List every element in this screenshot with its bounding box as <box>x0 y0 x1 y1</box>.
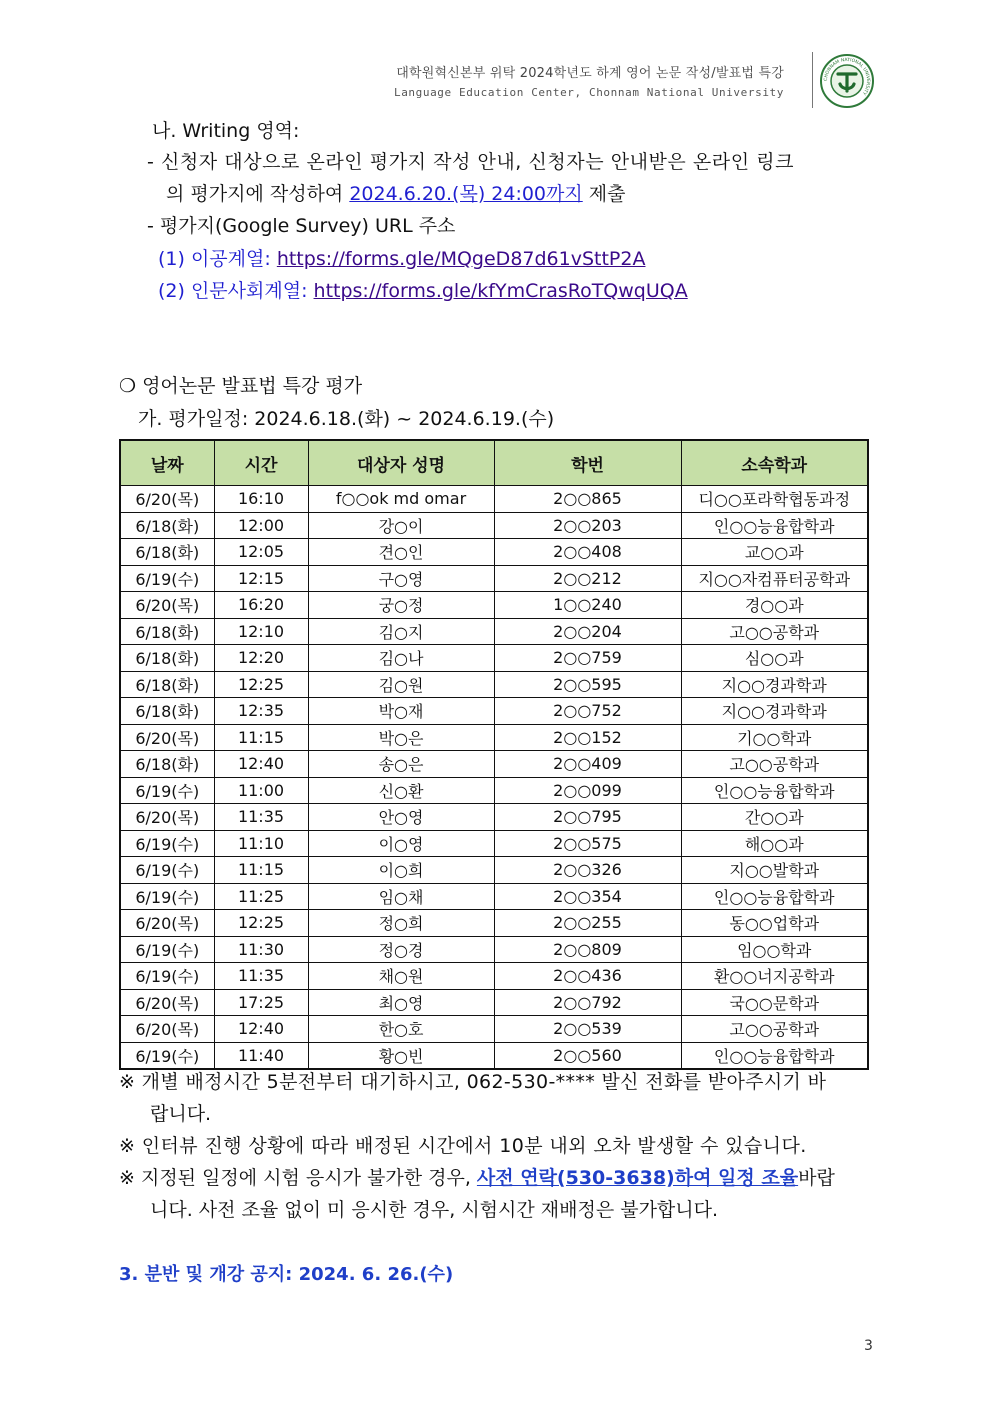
url-heading: - 평가지(Google Survey) URL 주소 <box>147 215 456 237</box>
link1-label: (1) 이공계열: <box>158 248 277 270</box>
table-row <box>120 671 868 698</box>
header-divider <box>812 52 813 108</box>
table-body <box>120 486 868 1070</box>
cell-name: 송○은 <box>308 751 494 778</box>
cell-date: 6/19(수) <box>120 830 214 857</box>
cell-name: 임○채 <box>308 883 494 910</box>
cell-date: 6/19(수) <box>120 936 214 963</box>
cell-department: 인○○능융합학과 <box>681 1042 868 1069</box>
cell-department: 동○○업학과 <box>681 910 868 937</box>
cell-date: 6/20(목) <box>120 989 214 1016</box>
cell-time: 11:35 <box>214 963 308 990</box>
cell-date: 6/20(목) <box>120 804 214 831</box>
cell-time: 11:00 <box>214 777 308 804</box>
table-row <box>120 857 868 884</box>
table-row <box>120 883 868 910</box>
writing-line2 <box>166 179 625 206</box>
cell-date: 6/20(목) <box>120 724 214 751</box>
table-row <box>120 751 868 778</box>
cell-date: 6/18(화) <box>120 645 214 672</box>
link2-label: (2) 인문사회계열: <box>158 280 314 302</box>
cell-time: 12:20 <box>214 645 308 672</box>
cell-department: 지○○자컴퓨터공학과 <box>681 565 868 592</box>
cell-student-id: 2○○865 <box>494 486 681 513</box>
cell-name: 정○경 <box>308 936 494 963</box>
deadline-text: 2024.6.20.(목) 24:00까지 <box>349 183 583 205</box>
cell-date: 6/19(수) <box>120 857 214 884</box>
table-row <box>120 963 868 990</box>
cell-student-id: 2○○204 <box>494 618 681 645</box>
cell-time: 11:35 <box>214 804 308 831</box>
cell-time: 12:35 <box>214 698 308 725</box>
cell-name: 신○환 <box>308 777 494 804</box>
cell-student-id: 2○○354 <box>494 883 681 910</box>
cell-name: 이○희 <box>308 857 494 884</box>
section-3-heading: 3. 분반 및 개강 공지: 2024. 6. 26.(수) <box>119 1264 454 1285</box>
note-2: ※ 인터뷰 진행 상황에 따라 배정된 시간에서 10분 내외 오차 발생할 수 있습니다. <box>119 1135 807 1157</box>
cell-name: 최○영 <box>308 989 494 1016</box>
cell-department: 교○○과 <box>681 539 868 566</box>
note-1-line-1: ※ 개별 배정시간 5분전부터 대기하시고, 062-530-**** 발신 전화를 받아주시기 바 <box>119 1071 827 1093</box>
cell-student-id: 2○○792 <box>494 989 681 1016</box>
schedule-table <box>119 439 869 1070</box>
presentation-schedule: 가. 평가일정: 2024.6.18.(화) ~ 2024.6.19.(수) <box>138 408 555 430</box>
cell-name: 구○영 <box>308 565 494 592</box>
table-row <box>120 512 868 539</box>
header-title: 대학원혁신본부 위탁 2024학년도 하계 영어 논문 작성/발표법 특강 <box>396 66 784 81</box>
cell-department: 지○○발학과 <box>681 857 868 884</box>
cell-student-id: 2○○539 <box>494 1016 681 1043</box>
cell-time: 12:10 <box>214 618 308 645</box>
table-row <box>120 565 868 592</box>
cell-time: 12:40 <box>214 751 308 778</box>
cell-time: 11:15 <box>214 857 308 884</box>
table-row <box>120 1016 868 1043</box>
table-row <box>120 724 868 751</box>
cell-student-id: 2○○560 <box>494 1042 681 1069</box>
cell-student-id: 2○○595 <box>494 671 681 698</box>
table-header-row <box>120 440 868 486</box>
cell-date: 6/20(목) <box>120 486 214 513</box>
cell-student-id: 1○○240 <box>494 592 681 619</box>
cell-student-id: 2○○408 <box>494 539 681 566</box>
cell-department: 임○○학과 <box>681 936 868 963</box>
cell-name: 황○빈 <box>308 1042 494 1069</box>
link2-url[interactable]: https://forms.gle/kfYmCrasRoTQwqUQA <box>313 280 688 302</box>
cell-time: 11:25 <box>214 883 308 910</box>
col-id-header: 학번 <box>494 440 681 486</box>
cell-name: 이○영 <box>308 830 494 857</box>
col-dept-header: 소속학과 <box>681 440 868 486</box>
cell-time: 12:40 <box>214 1016 308 1043</box>
cell-date: 6/19(수) <box>120 963 214 990</box>
cell-date: 6/19(수) <box>120 565 214 592</box>
cell-student-id: 2○○255 <box>494 910 681 937</box>
cell-name: 채○원 <box>308 963 494 990</box>
cell-department: 고○○공학과 <box>681 1016 868 1043</box>
cell-student-id: 2○○203 <box>494 512 681 539</box>
cell-time: 16:20 <box>214 592 308 619</box>
cell-department: 경○○과 <box>681 592 868 619</box>
note-1-line-2: 랍니다. <box>150 1103 212 1125</box>
writing-heading: 나. Writing 영역: <box>152 120 300 142</box>
table-row <box>120 618 868 645</box>
cell-date: 6/18(화) <box>120 671 214 698</box>
cell-date: 6/18(화) <box>120 698 214 725</box>
cell-time: 16:10 <box>214 486 308 513</box>
logo-ring-text: CHONNAM NATIONAL UNIVERSITY <box>823 57 871 96</box>
cell-time: 11:15 <box>214 724 308 751</box>
cell-student-id: 2○○795 <box>494 804 681 831</box>
cell-student-id: 2○○152 <box>494 724 681 751</box>
header-subtitle: Language Education Center, Chonnam National University <box>393 86 784 99</box>
cell-department: 지○○경과학과 <box>681 698 868 725</box>
writing-line1: - 신청자 대상으로 온라인 평가지 작성 안내, 신청자는 안내받은 온라인 링크 <box>147 151 795 173</box>
link-row-2 <box>158 276 688 303</box>
cell-department: 인○○능융합학과 <box>681 512 868 539</box>
cell-department: 인○○능융합학과 <box>681 777 868 804</box>
table-row <box>120 830 868 857</box>
cell-time: 12:00 <box>214 512 308 539</box>
col-date-header: 날짜 <box>120 440 214 486</box>
cell-time: 17:25 <box>214 989 308 1016</box>
table-row <box>120 698 868 725</box>
cell-department: 간○○과 <box>681 804 868 831</box>
cell-name: 박○은 <box>308 724 494 751</box>
presentation-heading: ❍ 영어논문 발표법 특강 평가 <box>119 375 363 397</box>
cell-name: 정○희 <box>308 910 494 937</box>
table-row <box>120 645 868 672</box>
cell-time: 11:30 <box>214 936 308 963</box>
cell-date: 6/20(목) <box>120 910 214 937</box>
col-time-header: 시간 <box>214 440 308 486</box>
cell-department: 인○○능융합학과 <box>681 883 868 910</box>
cell-department: 디○○포라학협동과정 <box>681 486 868 513</box>
cell-student-id: 2○○436 <box>494 963 681 990</box>
cell-department: 심○○과 <box>681 645 868 672</box>
cell-department: 기○○학과 <box>681 724 868 751</box>
note-3-line-1 <box>119 1163 835 1190</box>
cell-time: 11:10 <box>214 830 308 857</box>
cell-department: 고○○공학과 <box>681 751 868 778</box>
cell-name: 안○영 <box>308 804 494 831</box>
cell-name: 박○재 <box>308 698 494 725</box>
table-row <box>120 539 868 566</box>
table-row <box>120 910 868 937</box>
cell-date: 6/20(목) <box>120 1016 214 1043</box>
cell-department: 고○○공학과 <box>681 618 868 645</box>
cell-name: 김○나 <box>308 645 494 672</box>
page-number: 3 <box>864 1338 873 1354</box>
table-row <box>120 1042 868 1069</box>
cell-name: 김○원 <box>308 671 494 698</box>
university-logo <box>820 54 874 108</box>
cell-department: 국○○문학과 <box>681 989 868 1016</box>
cell-time: 12:15 <box>214 565 308 592</box>
cell-date: 6/19(수) <box>120 883 214 910</box>
cell-name: 한○호 <box>308 1016 494 1043</box>
cell-name: 강○이 <box>308 512 494 539</box>
cell-name: 견○인 <box>308 539 494 566</box>
table-row <box>120 804 868 831</box>
cell-department: 환○○너지공학과 <box>681 963 868 990</box>
table-row <box>120 592 868 619</box>
link-row-1 <box>158 244 645 271</box>
cell-name: 김○지 <box>308 618 494 645</box>
cell-time: 12:25 <box>214 671 308 698</box>
note-3-suffix: 바랍 <box>798 1167 835 1189</box>
table-row <box>120 989 868 1016</box>
note-3-prefix: ※ 지정된 일정에 시험 응시가 불가한 경우, <box>119 1167 477 1189</box>
link1-url[interactable]: https://forms.gle/MQgeD87d61vSttP2A <box>276 248 646 270</box>
cell-student-id: 2○○099 <box>494 777 681 804</box>
cell-name: 궁○정 <box>308 592 494 619</box>
cell-student-id: 2○○809 <box>494 936 681 963</box>
cell-date: 6/18(화) <box>120 618 214 645</box>
cell-time: 12:05 <box>214 539 308 566</box>
col-name-header: 대상자 성명 <box>308 440 494 486</box>
cell-date: 6/20(목) <box>120 592 214 619</box>
cell-department: 해○○과 <box>681 830 868 857</box>
note-3-line-2: 니다. 사전 조율 없이 미 응시한 경우, 시험시간 재배정은 불가합니다. <box>150 1199 719 1221</box>
cell-date: 6/19(수) <box>120 1042 214 1069</box>
table-row <box>120 936 868 963</box>
cell-department: 지○○경과학과 <box>681 671 868 698</box>
cell-date: 6/18(화) <box>120 751 214 778</box>
table-row <box>120 777 868 804</box>
cell-student-id: 2○○759 <box>494 645 681 672</box>
cell-student-id: 2○○409 <box>494 751 681 778</box>
cell-date: 6/18(화) <box>120 539 214 566</box>
writing-line2-suffix: 제출 <box>582 183 626 205</box>
cell-date: 6/19(수) <box>120 777 214 804</box>
cell-student-id: 2○○212 <box>494 565 681 592</box>
cell-name: f○○ok md omar <box>308 486 494 513</box>
cell-date: 6/18(화) <box>120 512 214 539</box>
cell-time: 11:40 <box>214 1042 308 1069</box>
writing-line2-prefix: 의 평가지에 작성하여 <box>166 183 350 205</box>
cell-student-id: 2○○752 <box>494 698 681 725</box>
cell-student-id: 2○○575 <box>494 830 681 857</box>
cell-time: 12:25 <box>214 910 308 937</box>
cell-student-id: 2○○326 <box>494 857 681 884</box>
note-3-highlight: 사전 연락(530-3638)하여 일정 조율 <box>476 1167 799 1189</box>
table-row <box>120 486 868 513</box>
